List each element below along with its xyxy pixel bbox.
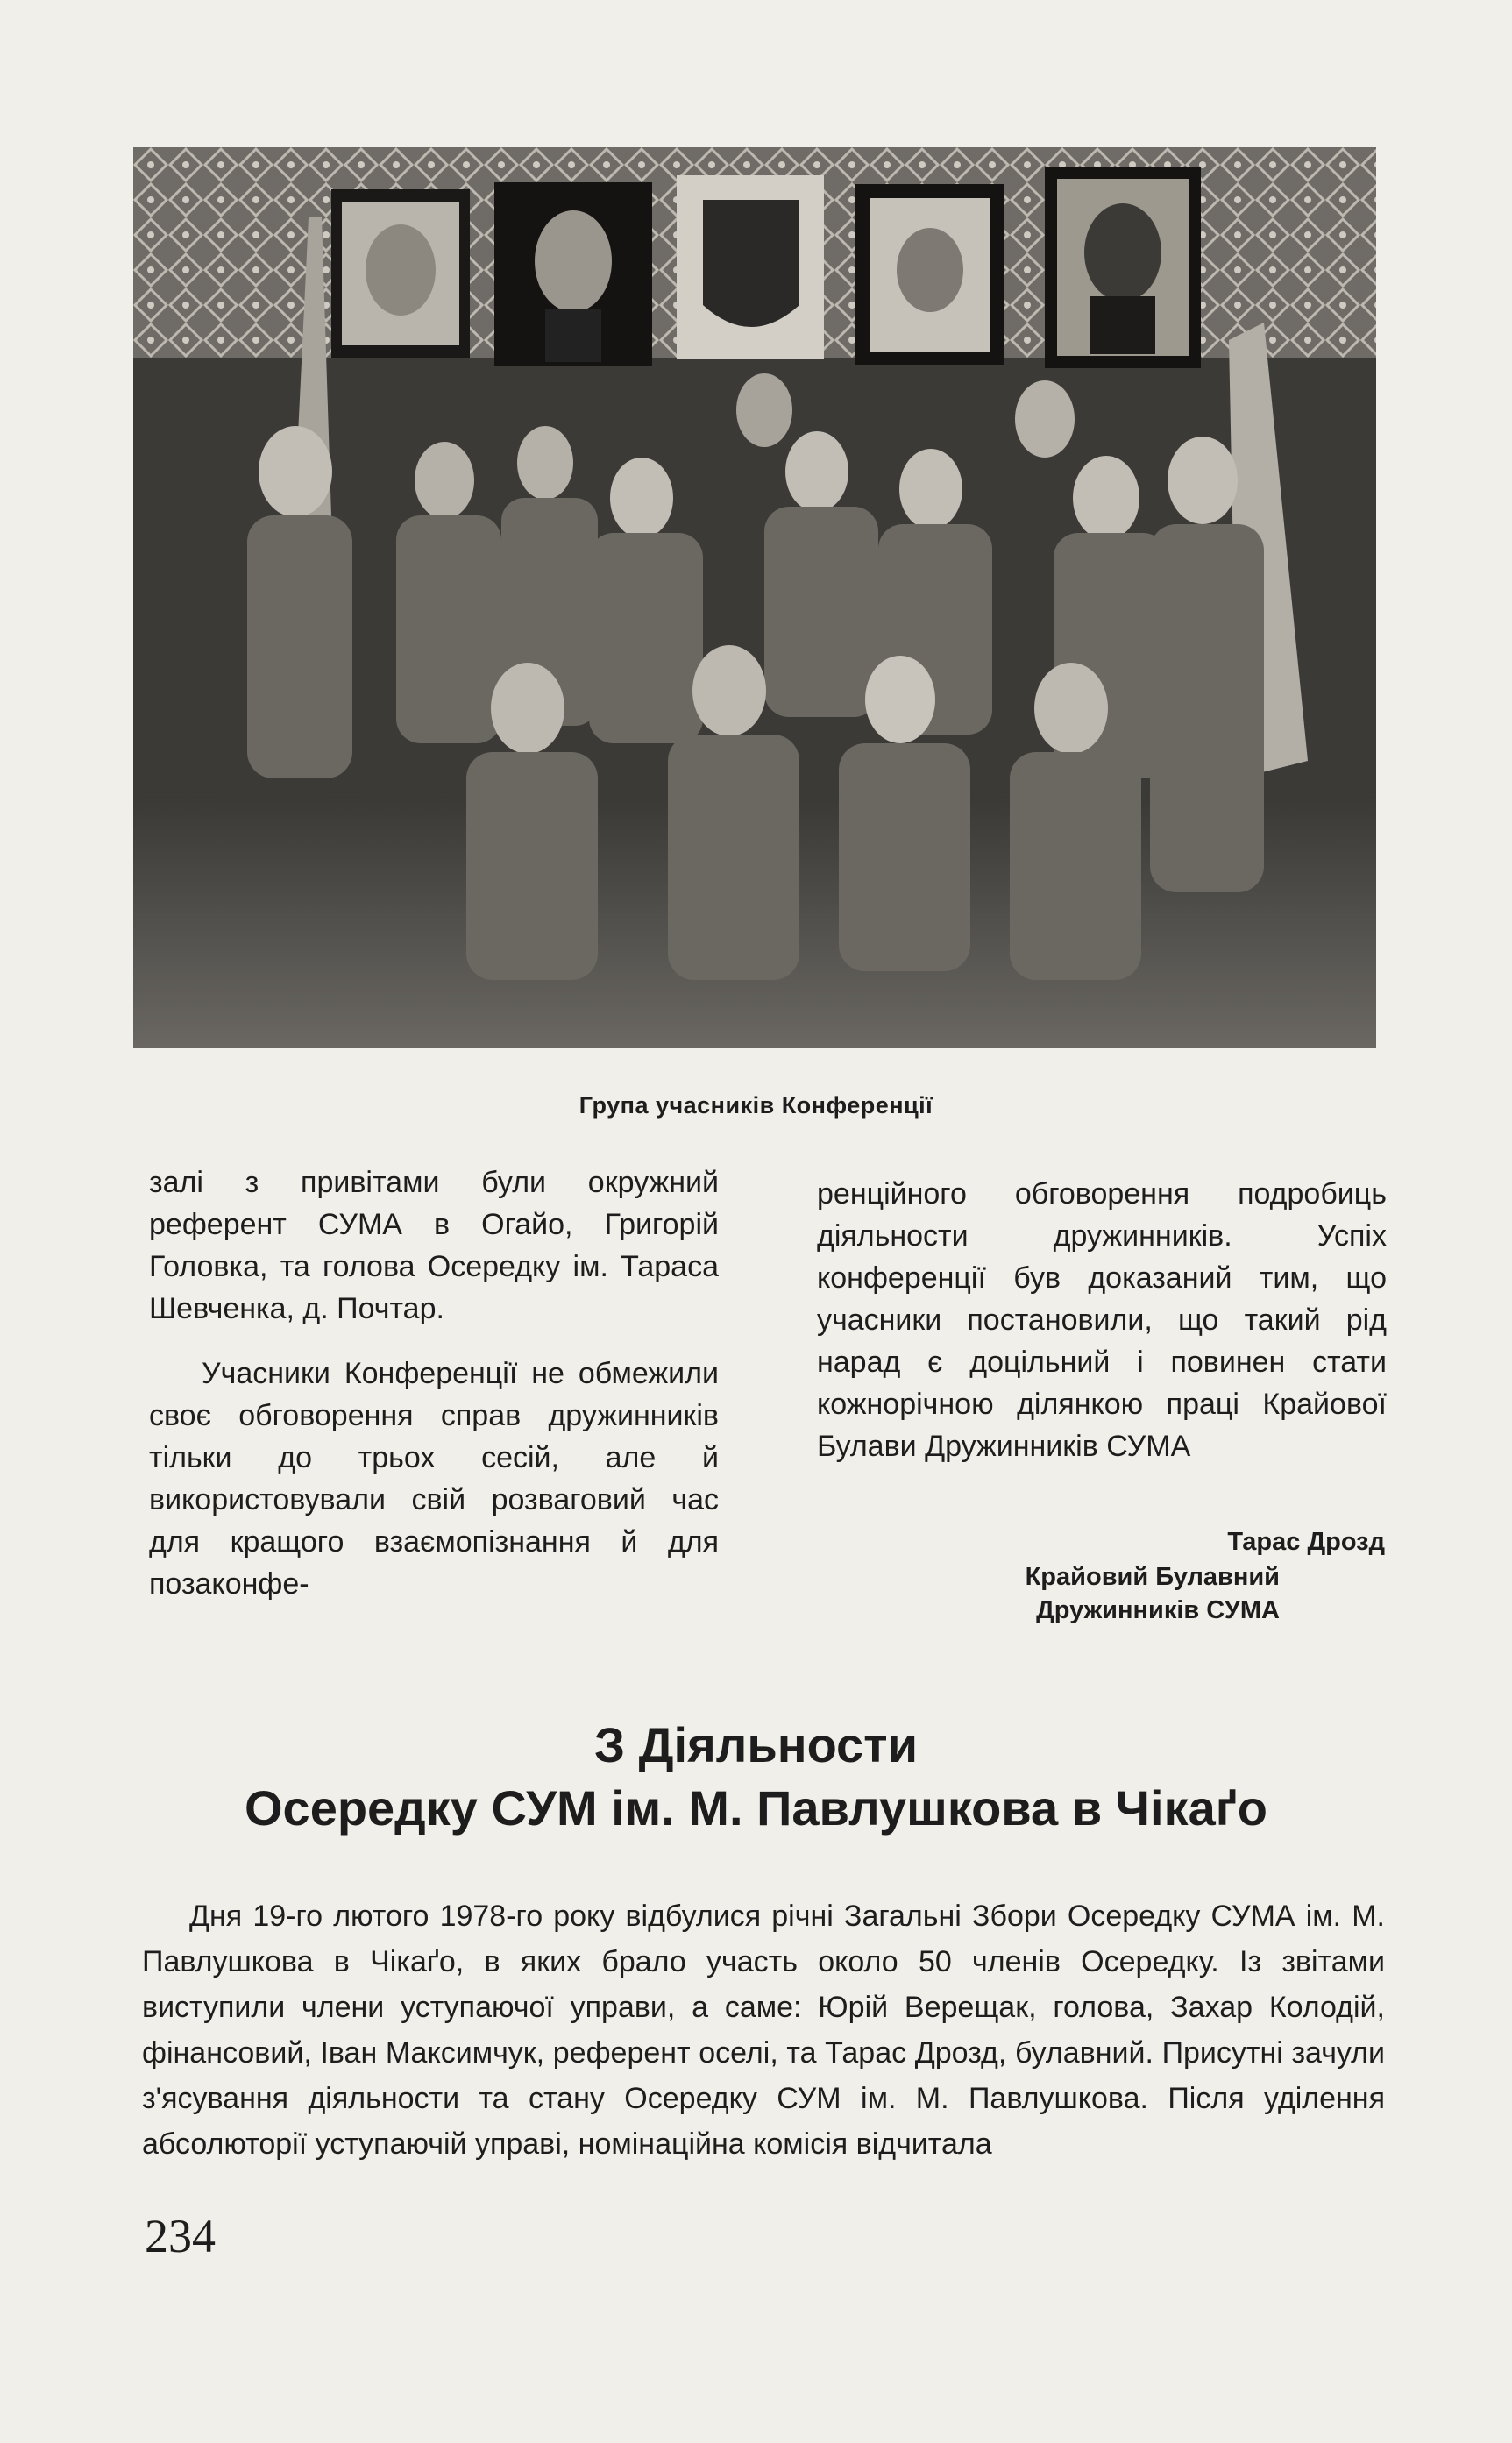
signature-title: Крайовий Булавний <box>1025 1563 1280 1591</box>
signature-block <box>1026 1525 1385 1627</box>
right-column <box>817 1173 1387 1467</box>
portrait-frames <box>331 167 1201 368</box>
left-paragraph-1: залі з привітами були окружний референт СУМА в Огайо, Григорій Головка, та голова Осередку ім. Тараса Шевченка, д. Почтар. <box>149 1166 719 1325</box>
section-title <box>0 1714 1512 1840</box>
group-photo <box>133 147 1376 1048</box>
section-title-line-1: З Діяльности <box>593 1717 919 1772</box>
left-column <box>149 1161 719 1605</box>
section-paragraph: Дня 19-го лютого 1978-го року відбулися річні Загальні Збори Осередку СУМА ім. М. Павлушкова в Чікаґо, в яких брало участь около 50 членів Осередку. Із звітами виступили члени уступаючої управи, а саме: Юрій Верещак, голова, Захар Колодій, фінансовий, Іван Максимчук, референт оселі, та Тарас Дрозд, булавний. Присутні зачули з'ясування діяльности та стану Осередку СУМ ім. М. Павлушкова. Після уділення абсолюторії уступаючій управі, номінаційна комісія відчитала <box>142 1900 1385 2161</box>
section-body <box>142 1893 1385 2167</box>
page-number: 234 <box>145 2210 216 2262</box>
left-paragraph-2: Учасники Конференції не обмежили своє обговорення справ дружинників тільки до трьох сесій, але й використовували свій розваговий час для кращого взаємопізнання й для позаконфе- <box>149 1357 719 1601</box>
right-paragraph-1: ренційного обговорення подробиць діяльности дружинників. Успіх конференції був доказаний тим, що учасники постановили, що такий рід нарад є доцільний і повинен стати кожнорічною ділянкою праці Крайової Булави Дружинників СУМА <box>817 1177 1387 1463</box>
group-photo-image <box>133 147 1376 1048</box>
signature-name: Тарас Дрозд <box>1227 1528 1385 1556</box>
section-title-line-2: Осередку СУМ ім. М. Павлушкова в Чікаґо <box>244 1780 1267 1836</box>
photo-caption: Група учасників Конференції <box>579 1092 933 1119</box>
signature-org: Дружинників СУМА <box>1036 1596 1280 1624</box>
